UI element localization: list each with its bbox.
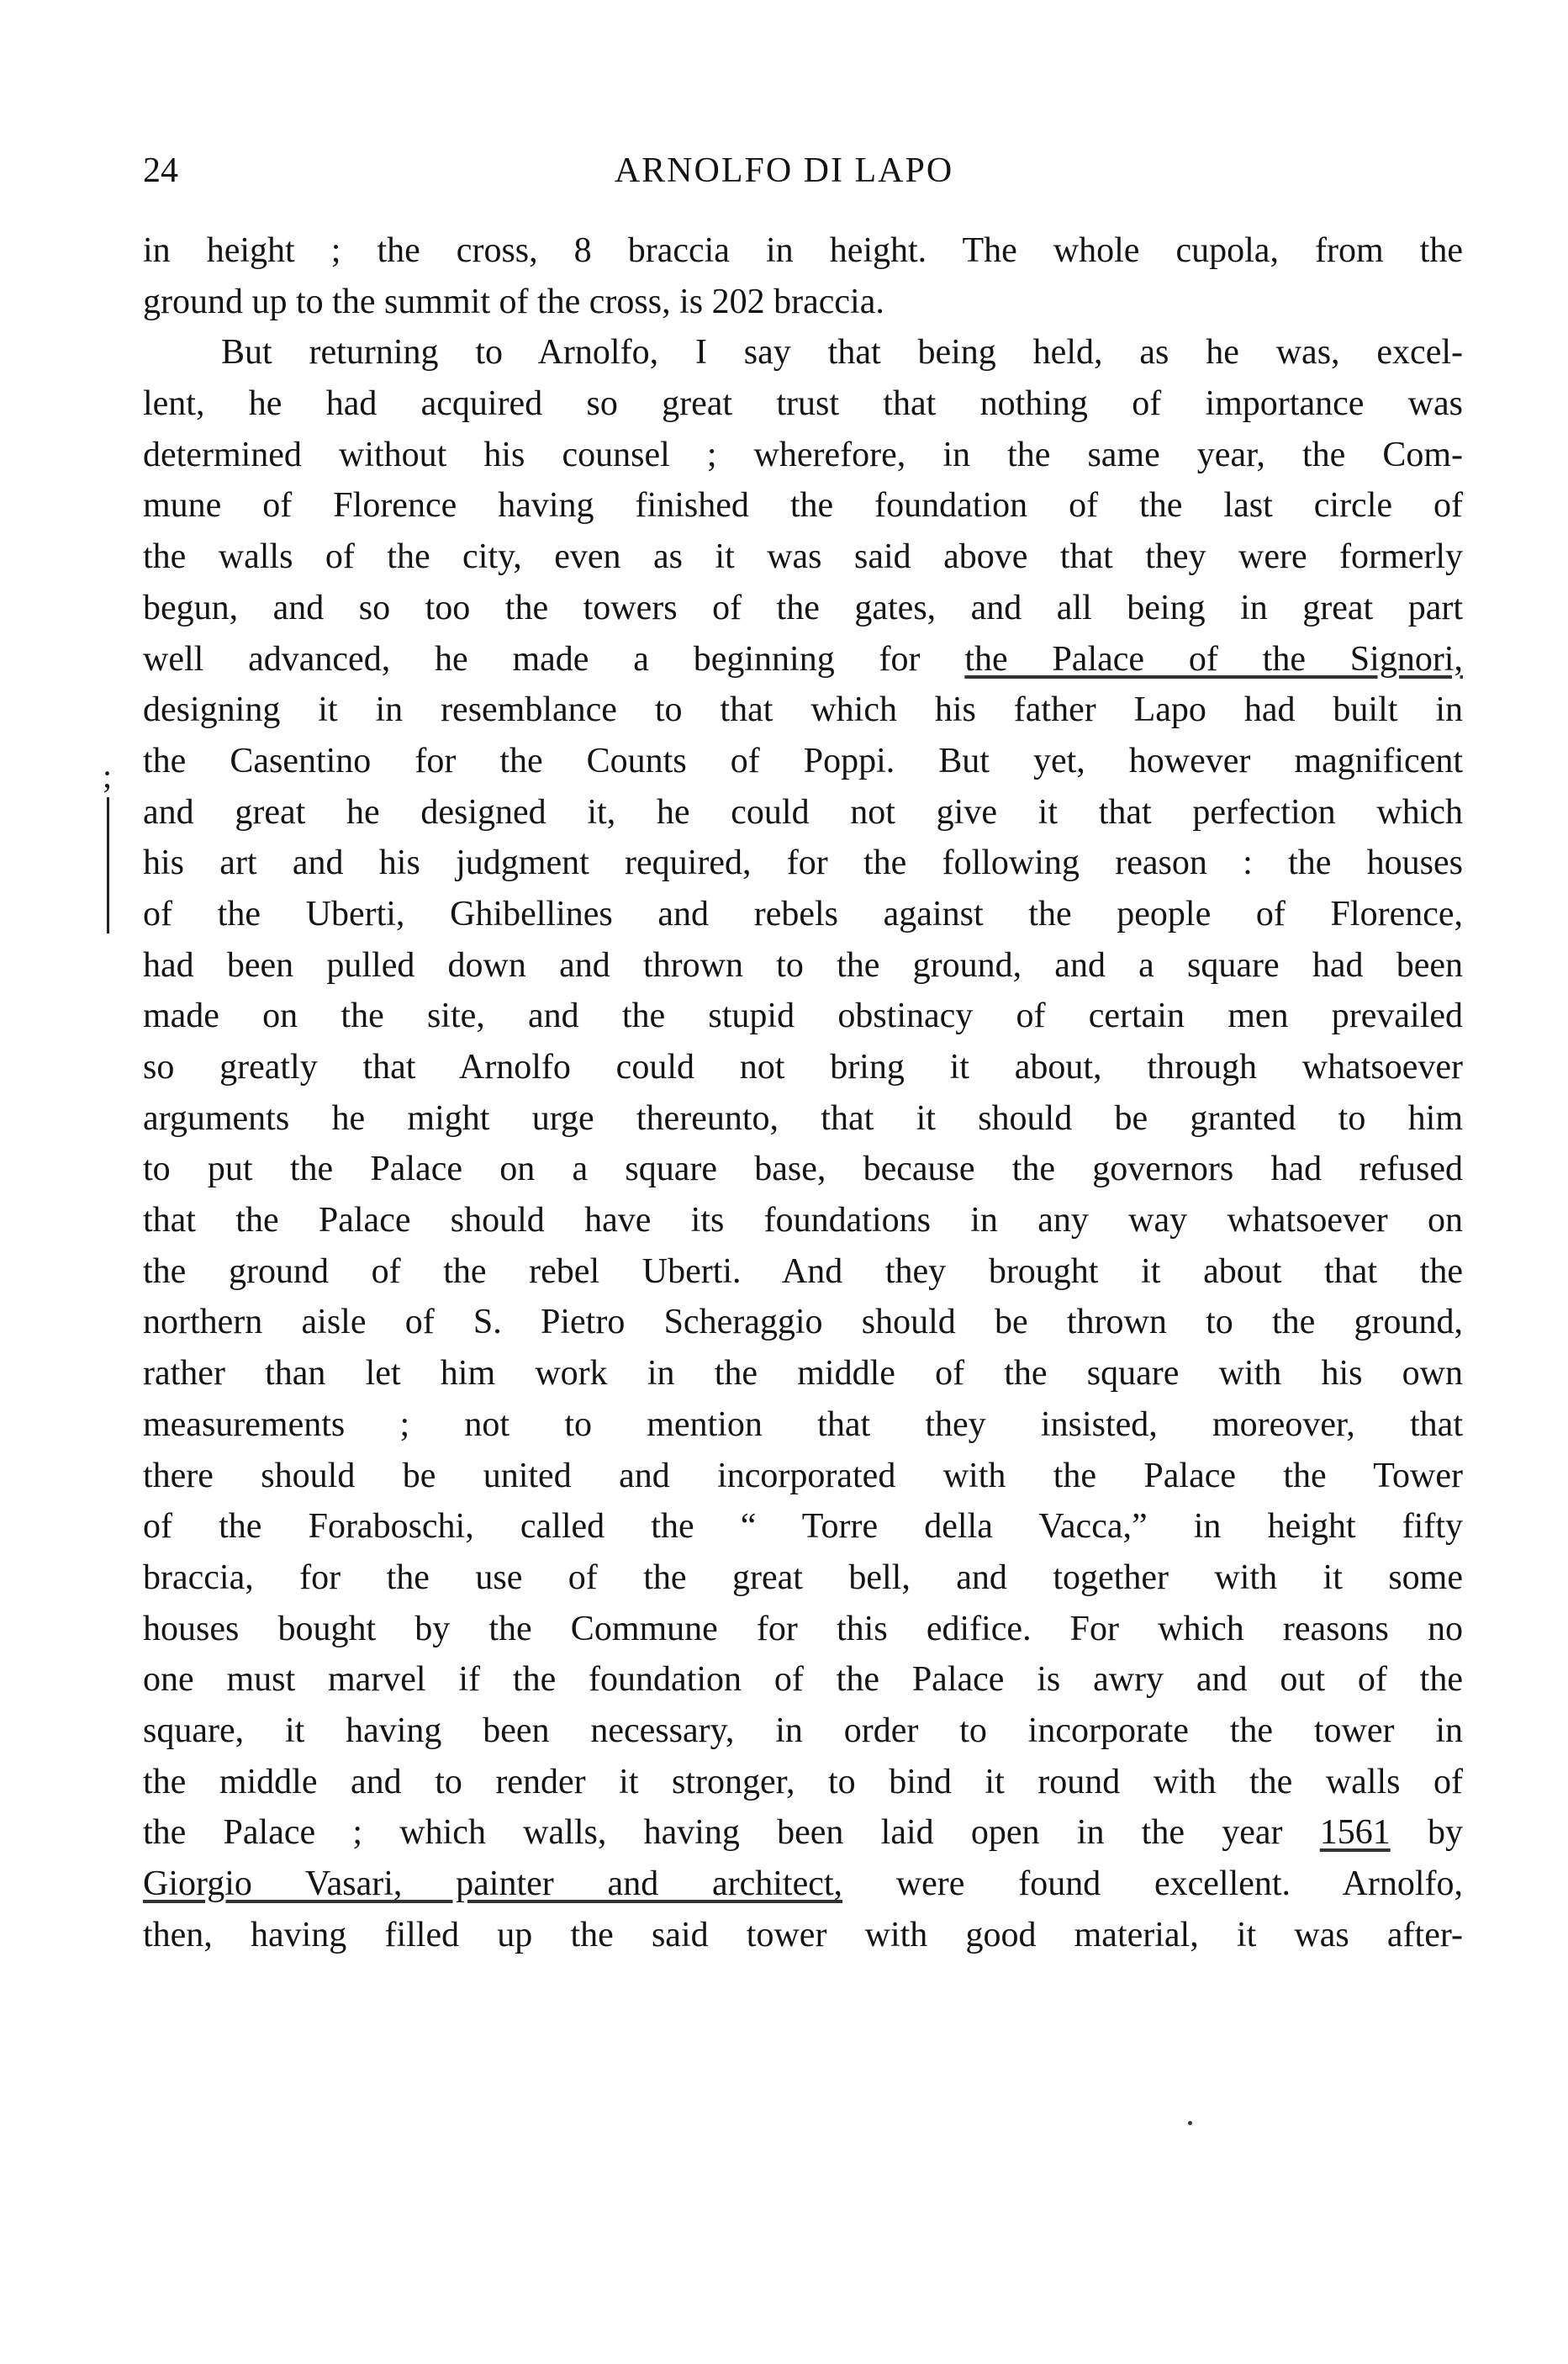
text-line: in height ; the cross, 8 braccia in height. The whole cupola, from the [143, 231, 1463, 270]
text-line: then, having filled up the said tower with good material, it was after- [143, 1915, 1463, 1954]
text-line: But returning to Arnolfo, I say that being held, as he was, excel- [221, 333, 1463, 373]
text-line: lent, he had acquired so great trust that nothing of importance was [143, 384, 1463, 424]
text-line: his art and his judgment required, for the following reason : the houses [143, 844, 1463, 883]
text-line: so greatly that Arnolfo could not bring it about, through whatsoever [143, 1048, 1463, 1087]
text-segment: the Palace ; which walls, having been laid open in the year [143, 1813, 1320, 1853]
margin-mark-line [107, 797, 114, 933]
text-line: one must marvel if the foundation of the Palace is awry and out of the [143, 1660, 1463, 1700]
text-line: the middle and to render it stronger, to bind it round with the walls of [143, 1762, 1463, 1801]
text-line: northern aisle of S. Pietro Scheraggio should be thrown to the ground, [143, 1303, 1463, 1342]
text-line: the Casentino for the Counts of Poppi. But yet, however magnificent [143, 741, 1463, 780]
text-line: had been pulled down and thrown to the ground, and a square had been [143, 945, 1463, 985]
text-line: mune of Florence having finished the foundation of the last circle of [143, 486, 1463, 526]
text-line: ground up to the summit of the cross, is 202 braccia. [143, 282, 884, 321]
text-line: and great he designed it, he could not give it that perfection which [143, 792, 1463, 832]
text-line [143, 1807, 1463, 1859]
body-text [143, 225, 1463, 1960]
text-line: designing it in resemblance to that which his father Lapo had built in [143, 690, 1463, 730]
text-line: arguments he might urge thereunto, that it should be granted to him [143, 1098, 1463, 1138]
underlined-year: 1561 [1319, 1813, 1391, 1853]
text-line: begun, and so too the towers of the gates, and all being in great part [143, 588, 1463, 627]
text-segment: by [1390, 1813, 1463, 1853]
page-number: 24 [143, 151, 178, 190]
underlined-phrase: the Palace of the Signori, [964, 639, 1463, 679]
text-line: the walls of the city, even as it was said above that they were formerly [143, 537, 1463, 577]
text-line: that the Palace should have its foundations in any way whatsoever on [143, 1201, 1463, 1240]
text-segment: were found excellent. Arnolfo, [842, 1864, 1463, 1903]
paper-speck [1188, 2121, 1192, 2125]
running-title: ARNOLFO DI LAPO [614, 151, 954, 190]
text-line: measurements ; not to mention that they insisted, moreover, that [143, 1404, 1463, 1444]
text-line: there should be united and incorporated with the Palace the Tower [143, 1456, 1463, 1495]
text-line: braccia, for the use of the great bell, and together with it some [143, 1557, 1463, 1597]
text-line: of the Foraboschi, called the “ Torre della Vacca,” in height fifty [143, 1507, 1463, 1547]
text-line [143, 1859, 1463, 1910]
margin-mark-tick: ; [103, 757, 113, 795]
underlined-phrase: Giorgio Vasari, painter and architect, [143, 1864, 843, 1903]
text-line: made on the site, and the stupid obstinacy of certain men prevailed [143, 997, 1463, 1036]
text-line: to put the Palace on a square base, because the governors had refused [143, 1150, 1463, 1189]
text-line: the ground of the rebel Uberti. And they brought it about that the [143, 1251, 1463, 1291]
text-line: determined without his counsel ; wherefore, in the same year, the Com- [143, 435, 1463, 474]
text-line: rather than let him work in the middle of the square with his own [143, 1354, 1463, 1394]
text-line: square, it having been necessary, in order to incorporate the tower in [143, 1711, 1463, 1750]
text-segment: well advanced, he made a beginning for [143, 639, 965, 679]
text-line: of the Uberti, Ghibellines and rebels against the people of Florence, [143, 894, 1463, 933]
text-line: houses bought by the Commune for this edifice. For which reasons no [143, 1609, 1463, 1648]
text-line [143, 634, 1463, 685]
